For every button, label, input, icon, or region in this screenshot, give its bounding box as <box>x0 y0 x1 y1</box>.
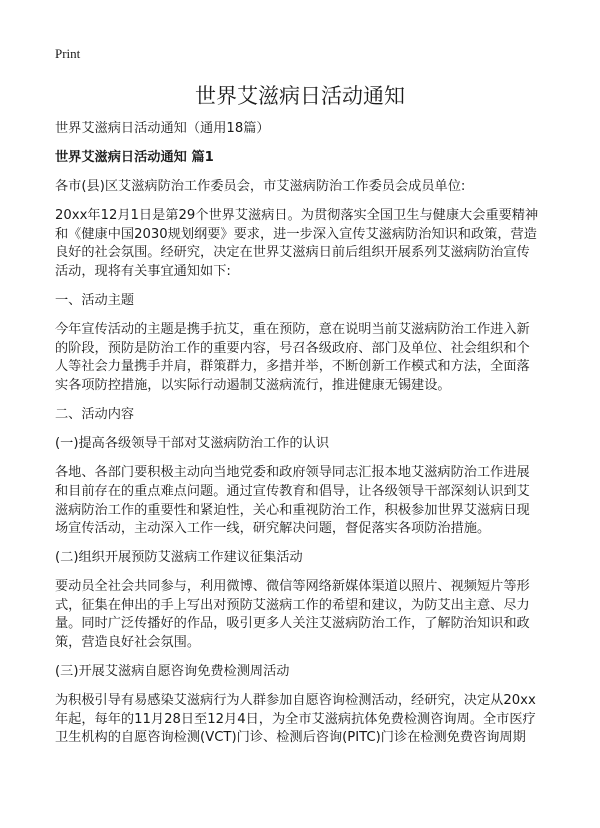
text-line: 场宣传活动，主动深入工作一线，研究解决问题，督促落实各项防治措施。 <box>55 521 491 537</box>
text-line: 一、活动主题 <box>55 293 135 309</box>
text-line: 卫生机构的自愿咨询检测(VCT)门诊、检测后咨询(PITC)门诊在检测免费咨询周期 <box>55 730 526 746</box>
paragraph <box>55 692 555 748</box>
paragraph <box>55 549 555 568</box>
text-line: 策，营造良好社会氛围。 <box>55 635 201 651</box>
paragraph <box>55 178 555 197</box>
text-line: 要动员全社会共同参与，利用微博、微信等网络新媒体渠道以照片、视频短片等形 <box>55 579 530 595</box>
page-title: 世界艾滋病日活动通知 <box>195 84 405 108</box>
section-heading <box>55 149 555 168</box>
text-line: 20xx年12月1日是第29个世界艾滋病日。为贯彻落实全国卫生与健康大会重要精神 <box>55 208 539 224</box>
print-link[interactable]: Print <box>55 46 81 61</box>
text-line: 式，征集在伸出的手上写出对预防艾滋病工作的希望和建议，为防艾出主意、尽力 <box>55 597 530 613</box>
paragraph <box>55 578 555 652</box>
text-line: 和《健康中国2030规划纲要》要求，进一步深入宣传艾滋病防治知识和政策，营造 <box>55 226 537 242</box>
paragraph <box>55 207 555 281</box>
paragraph <box>55 292 555 311</box>
paragraph <box>55 663 555 682</box>
text-line: 各地、各部门要积极主动向当地党委和政府领导同志汇报本地艾滋病防治工作进展 <box>55 465 530 481</box>
text-line: (三)开展艾滋病自愿咨询免费检测周活动 <box>55 664 290 680</box>
text-line: 今年宣传活动的主题是携手抗艾，重在预防，意在说明当前艾滋病防治工作进入新 <box>55 322 530 338</box>
text-line: 二、活动内容 <box>55 407 135 423</box>
text-line: 良好的社会氛围。经研究，决定在世界艾滋病日前后组织开展系列艾滋病防治宣传 <box>55 245 530 261</box>
paragraph <box>55 435 555 454</box>
paragraph <box>55 464 555 538</box>
text-line: 为积极引导有易感染艾滋病行为人群参加自愿咨询检测活动，经研究，决定从20xx <box>55 693 536 709</box>
text-line: 活动，现将有关事宜通知如下: <box>55 264 231 280</box>
document-body <box>55 120 555 759</box>
text-line: 量。同时广泛传播好的作品，吸引更多人关注艾滋病防治工作，了解防治知识和政 <box>55 616 530 632</box>
text-line: 实各项防控措施，以实际行动遏制艾滋病流行，推进健康无锡建设。 <box>55 378 451 394</box>
paragraph <box>55 321 555 395</box>
paragraph <box>55 120 555 139</box>
text-line: 和目前存在的重点难点问题。通过宣传教育和倡导，让各级领导干部深刻认识到艾 <box>55 483 530 499</box>
text-line: 年起，每年的11月28日至12月4日，为全市艾滋病抗体免费检测咨询周。全市医疗 <box>55 711 536 727</box>
text-line: (二)组织开展预防艾滋病工作建议征集活动 <box>55 550 303 566</box>
paragraph <box>55 406 555 425</box>
text-line: (一)提高各级领导干部对艾滋病防治工作的认识 <box>55 436 330 452</box>
text-line: 各市(县)区艾滋病防治工作委员会，市艾滋病防治工作委员会成员单位: <box>55 179 466 195</box>
text-line: 人等社会力量携手并肩，群策群力，多措并举，不断创新工作模式和方法，全面落 <box>55 359 530 375</box>
text-line: 世界艾滋病日活动通知 篇1 <box>55 150 214 166</box>
text-line: 的阶段，预防是防治工作的重要内容，号召各级政府、部门及单位、社会组织和个 <box>55 340 530 356</box>
text-line: 世界艾滋病日活动通知（通用18篇） <box>55 121 270 136</box>
text-line: 滋病防治工作的重要性和紧迫性，关心和重视防治工作，积极参加世界艾滋病日现 <box>55 502 530 518</box>
